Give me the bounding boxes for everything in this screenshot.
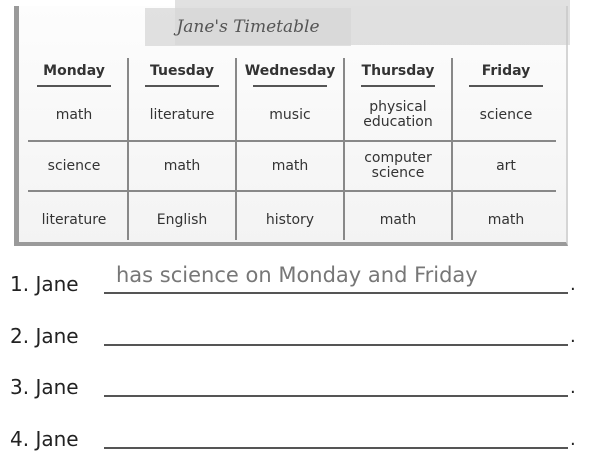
timetable-cell: computer science <box>364 150 432 181</box>
timetable-cell: math <box>379 211 417 228</box>
answer-line[interactable] <box>104 395 568 397</box>
answer-line[interactable] <box>104 292 568 294</box>
timetable-cell: English <box>156 211 208 228</box>
timetable-cell: art <box>496 157 516 174</box>
exercise-prefix: 2. Jane <box>10 323 79 348</box>
timetable-cell: math <box>487 211 525 228</box>
exercise-prefix: 1. Jane <box>10 272 79 296</box>
period: . <box>570 325 576 347</box>
header-underline <box>253 85 327 87</box>
timetable-cell: physical education <box>363 99 433 130</box>
header-underline <box>469 85 543 87</box>
header-wednesday: Wednesday <box>244 62 336 79</box>
timetable-cell: math <box>163 157 201 174</box>
timetable-cell: math <box>55 106 93 123</box>
row-divider <box>28 190 556 192</box>
header-monday: Monday <box>43 62 105 79</box>
exercise-prefix: 3. Jane <box>10 375 79 400</box>
period: . <box>570 274 576 295</box>
timetable-title: Jane's Timetable <box>145 8 351 46</box>
header-thursday: Thursday <box>361 62 435 79</box>
timetable-cell: literature <box>149 106 215 123</box>
timetable-cell: music <box>269 106 311 123</box>
period: . <box>570 429 576 451</box>
header-underline <box>361 85 435 87</box>
answer-text[interactable]: has science on Monday and Friday <box>116 263 478 287</box>
exercise-prefix: 4. Jane <box>10 427 79 452</box>
timetable-cell: math <box>271 157 309 174</box>
header-friday: Friday <box>481 62 531 79</box>
timetable-cell: history <box>265 211 315 228</box>
timetable-cell: science <box>479 106 533 123</box>
timetable-cell: literature <box>41 211 107 228</box>
header-tuesday: Tuesday <box>150 62 214 79</box>
timetable-cell: science <box>47 157 101 174</box>
answer-line[interactable] <box>104 447 568 449</box>
answer-line[interactable] <box>104 344 568 346</box>
header-underline <box>145 85 219 87</box>
header-underline <box>37 85 111 87</box>
period: . <box>570 377 576 399</box>
